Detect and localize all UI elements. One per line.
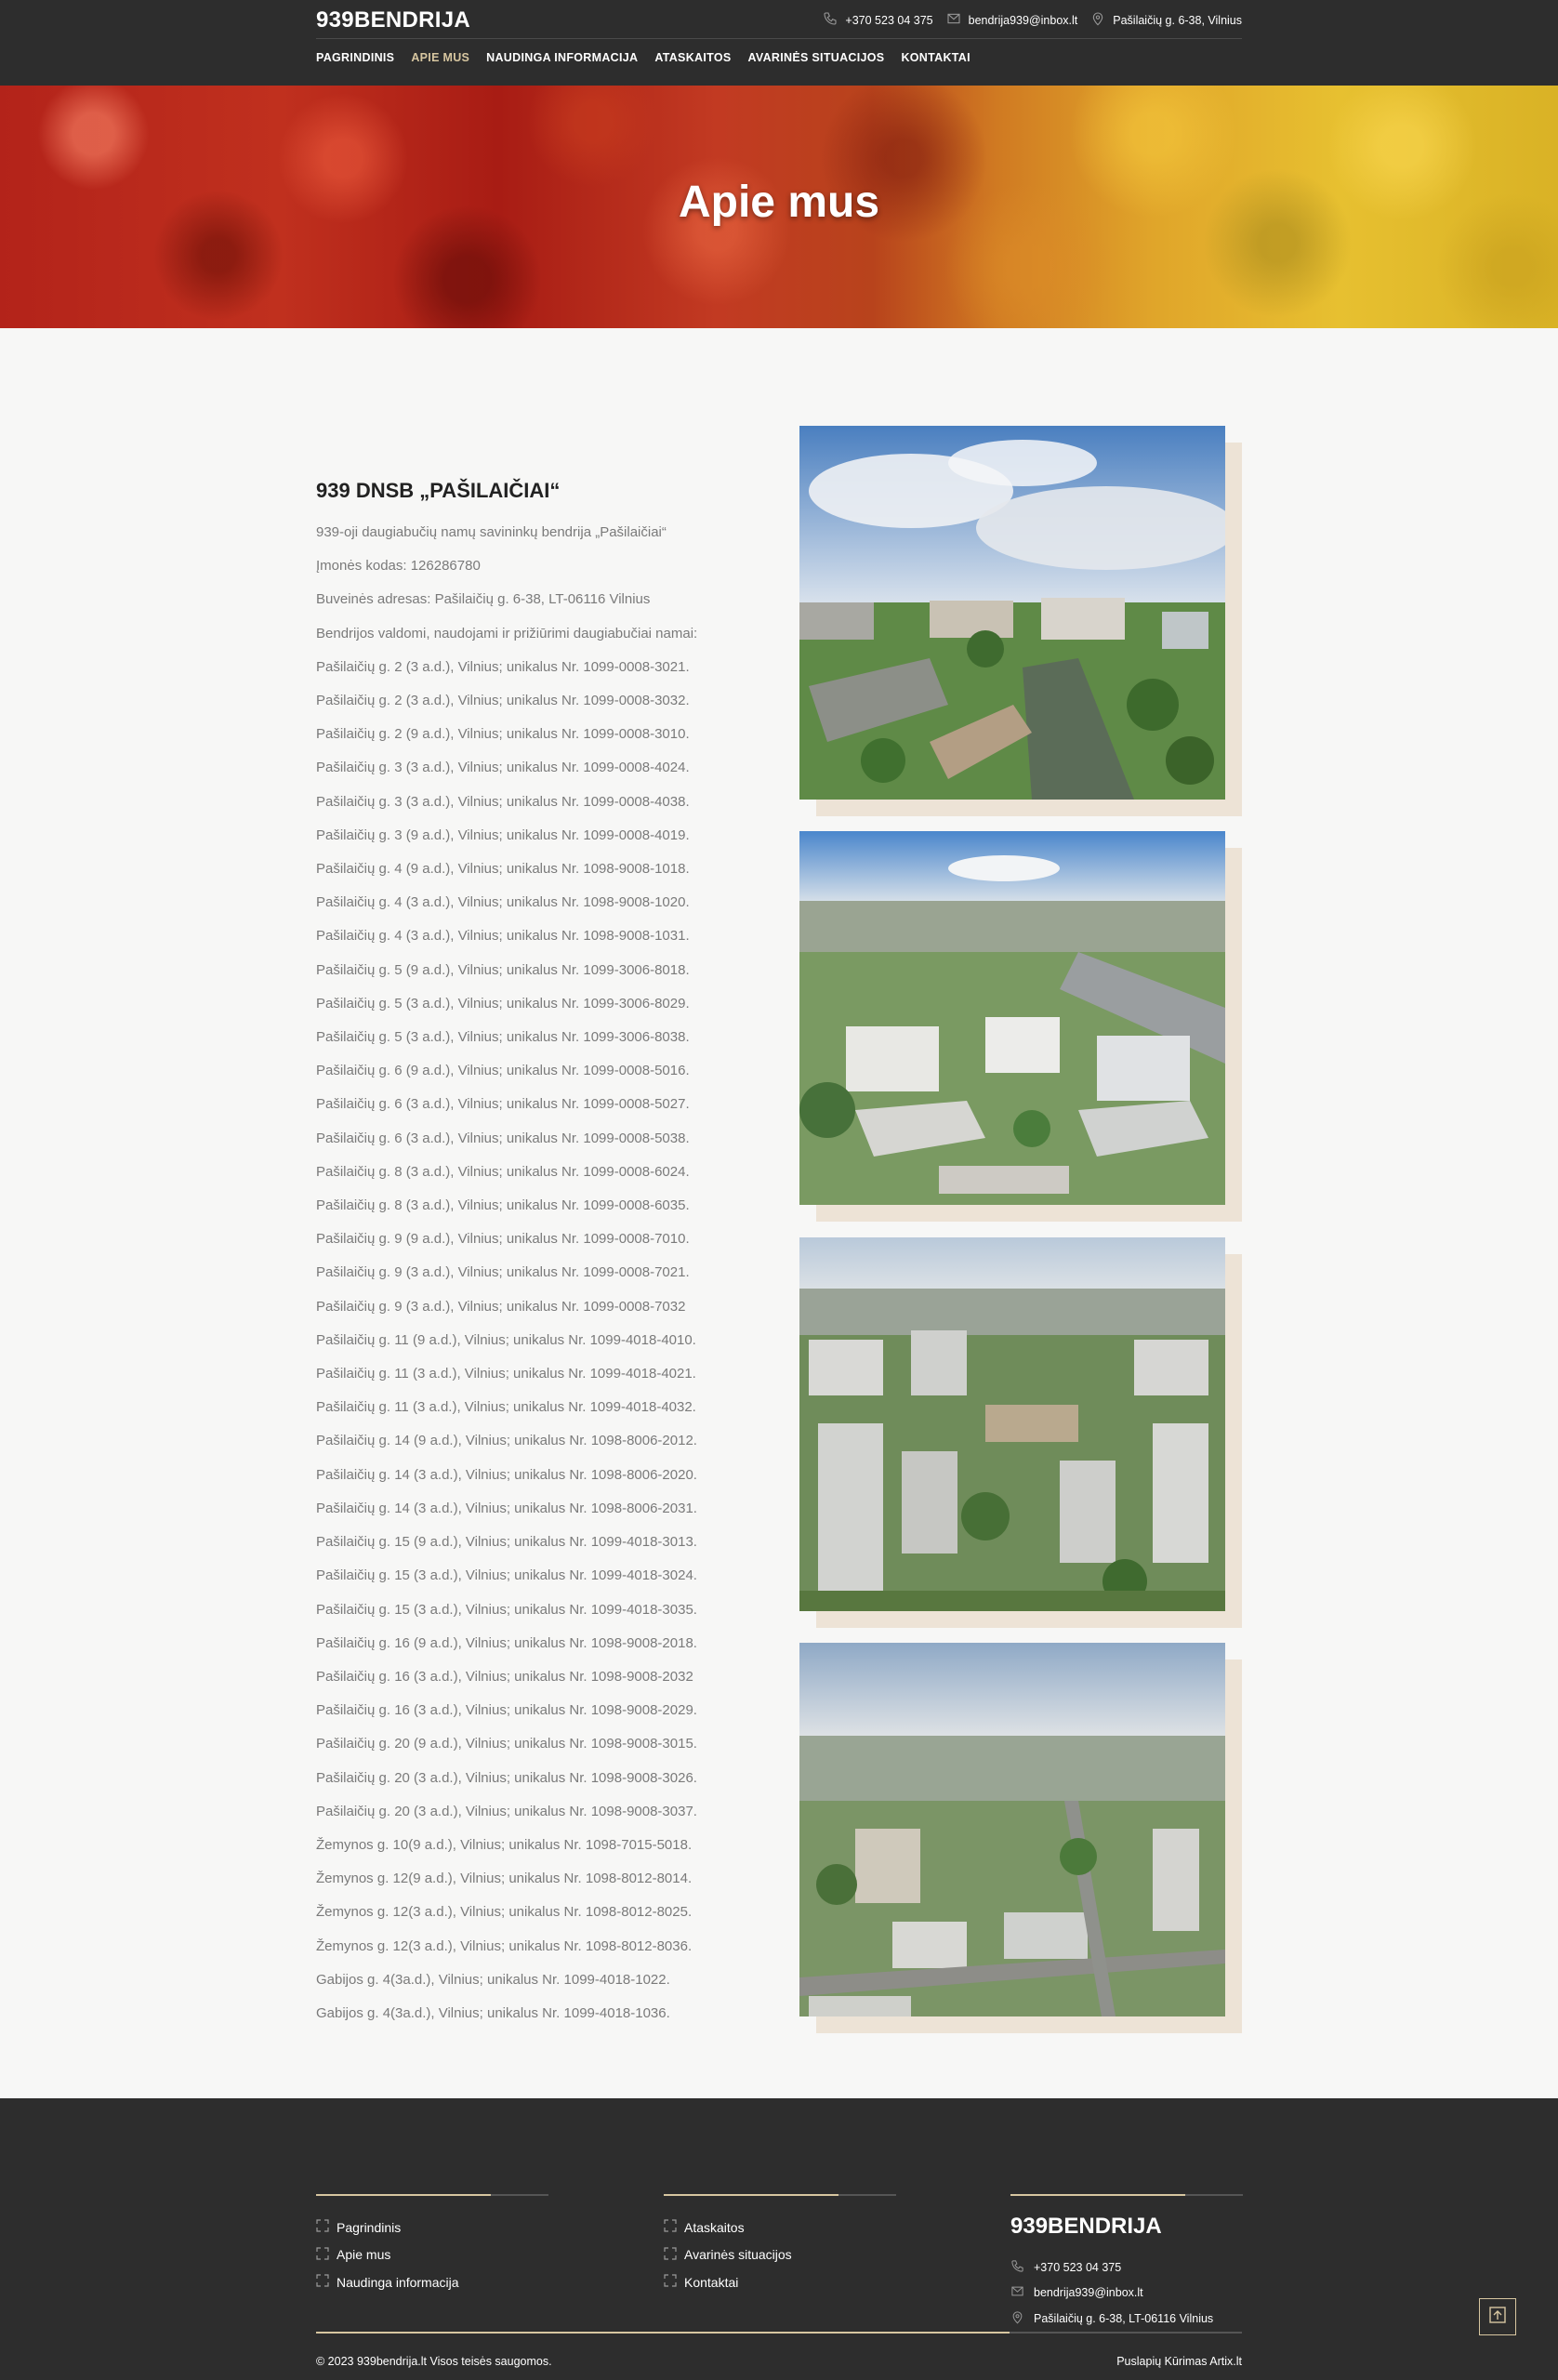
footer-email-text: bendrija939@inbox.lt: [1034, 2286, 1143, 2300]
arrows-icon: [316, 2219, 329, 2235]
footer-link-label: Apie mus: [337, 2247, 391, 2263]
info-line: Pašilaičių g. 3 (3 a.d.), Vilnius; unikalus Nr. 1099-0008-4024.: [316, 760, 690, 776]
arrows-icon: [664, 2247, 677, 2263]
footer-link-kontaktai[interactable]: [664, 2268, 896, 2296]
info-line: Pašilaičių g. 3 (3 a.d.), Vilnius; unikalus Nr. 1099-0008-4038.: [316, 793, 690, 810]
photo-aerial-2: [799, 831, 1225, 1205]
footer-link-label: Avarinės situacijos: [684, 2247, 792, 2263]
header-phone[interactable]: [823, 11, 932, 29]
info-line: Žemynos g. 12(3 a.d.), Vilnius; unikalus Nr. 1098-8012-8025.: [316, 1904, 693, 1921]
footer-address-text: Pašilaičių g. 6-38, LT-06116 Vilnius: [1034, 2311, 1214, 2325]
info-line: Pašilaičių g. 3 (9 a.d.), Vilnius; unikalus Nr. 1099-0008-4019.: [316, 826, 690, 843]
info-line: Pašilaičių g. 11 (3 a.d.), Vilnius; unikalus Nr. 1099-4018-4021.: [316, 1366, 696, 1382]
footer-divider: [316, 2194, 548, 2196]
nav-apie-mus[interactable]: APIE MUS: [411, 51, 470, 64]
scroll-to-top-button[interactable]: [1479, 2298, 1516, 2335]
header-divider: [316, 38, 1242, 39]
footer-link-ataskaitos[interactable]: [664, 2214, 896, 2241]
header-phone-text: +370 523 04 375: [845, 13, 933, 27]
info-list: [316, 516, 762, 2030]
info-line: Pašilaičių g. 6 (3 a.d.), Vilnius; unikalus Nr. 1099-0008-5027.: [316, 1096, 690, 1113]
info-line: Pašilaičių g. 6 (9 a.d.), Vilnius; unikalus Nr. 1099-0008-5016.: [316, 1063, 690, 1079]
info-line: Žemynos g. 12(3 a.d.), Vilnius; unikalus Nr. 1098-8012-8036.: [316, 1937, 693, 1954]
info-line: Pašilaičių g. 20 (3 a.d.), Vilnius; unikalus Nr. 1098-9008-3037.: [316, 1803, 697, 1819]
footer-link-apie-mus[interactable]: [316, 2241, 548, 2269]
footer-bottom-divider: [316, 2332, 1242, 2334]
info-line: Pašilaičių g. 4 (9 a.d.), Vilnius; unikalus Nr. 1098-9008-1018.: [316, 861, 690, 878]
footer-contacts: [1010, 2194, 1243, 2332]
mail-icon: [946, 11, 961, 29]
footer-logo[interactable]: 939BENDRIJA: [1010, 2214, 1162, 2239]
info-line: Pašilaičių g. 16 (9 a.d.), Vilnius; unikalus Nr. 1098-9008-2018.: [316, 1634, 697, 1651]
info-line: Pašilaičių g. 16 (3 a.d.), Vilnius; unikalus Nr. 1098-9008-2029.: [316, 1702, 697, 1719]
info-line: Pašilaičių g. 11 (3 a.d.), Vilnius; unikalus Nr. 1099-4018-4032.: [316, 1399, 696, 1416]
photo-aerial-3: [799, 1237, 1225, 1611]
photo-image: [799, 426, 1225, 800]
footer-divider: [664, 2194, 896, 2196]
site-logo[interactable]: 939BENDRIJA: [316, 7, 471, 33]
photo-aerial-1: [799, 426, 1225, 800]
info-line: Pašilaičių g. 14 (9 a.d.), Vilnius; unikalus Nr. 1098-8006-2012.: [316, 1433, 697, 1449]
footer-link-naudinga-informacija[interactable]: [316, 2268, 548, 2296]
hero-banner: [0, 86, 1558, 328]
site-header: [0, 0, 1558, 86]
info-line: Pašilaičių g. 20 (9 a.d.), Vilnius; unikalus Nr. 1098-9008-3015.: [316, 1736, 697, 1752]
info-line: Pašilaičių g. 2 (9 a.d.), Vilnius; unikalus Nr. 1099-0008-3010.: [316, 726, 690, 743]
info-line: Pašilaičių g. 8 (3 a.d.), Vilnius; unikalus Nr. 1099-0008-6024.: [316, 1163, 690, 1180]
footer-link-label: Pagrindinis: [337, 2219, 402, 2235]
info-line: Pašilaičių g. 20 (3 a.d.), Vilnius; unikalus Nr. 1098-9008-3026.: [316, 1769, 697, 1786]
info-line: Pašilaičių g. 8 (3 a.d.), Vilnius; unikalus Nr. 1099-0008-6035.: [316, 1197, 690, 1214]
photo-image: [799, 1643, 1225, 2016]
footer-link-pagrindinis[interactable]: [316, 2214, 548, 2241]
info-line: Pašilaičių g. 5 (3 a.d.), Vilnius; unikalus Nr. 1099-3006-8029.: [316, 995, 690, 1012]
header-contacts: [823, 11, 1242, 29]
arrows-icon: [316, 2247, 329, 2263]
company-title: 939 DNSB „PAŠILAIČIAI“: [316, 479, 561, 502]
info-line: Žemynos g. 12(9 a.d.), Vilnius; unikalus Nr. 1098-8012-8014.: [316, 1871, 693, 1887]
footer-link-label: Ataskaitos: [684, 2219, 745, 2235]
info-line: Žemynos g. 10(9 a.d.), Vilnius; unikalus Nr. 1098-7015-5018.: [316, 1836, 693, 1853]
info-line: Pašilaičių g. 14 (3 a.d.), Vilnius; unikalus Nr. 1098-8006-2020.: [316, 1466, 697, 1483]
info-line: Pašilaičių g. 9 (9 a.d.), Vilnius; unikalus Nr. 1099-0008-7010.: [316, 1231, 690, 1248]
info-line: Pašilaičių g. 11 (9 a.d.), Vilnius; unikalus Nr. 1099-4018-4010.: [316, 1331, 696, 1348]
footer-link-label: Naudinga informacija: [337, 2274, 459, 2290]
info-line: Pašilaičių g. 16 (3 a.d.), Vilnius; unikalus Nr. 1098-9008-2032: [316, 1668, 693, 1685]
footer-email[interactable]: [1010, 2281, 1243, 2307]
footer-links-2: [664, 2194, 896, 2296]
nav-naudinga-informacija[interactable]: NAUDINGA INFORMACIJA: [486, 51, 639, 64]
info-line: Pašilaičių g. 9 (3 a.d.), Vilnius; unikalus Nr. 1099-0008-7032: [316, 1298, 686, 1315]
info-line: Pašilaičių g. 15 (3 a.d.), Vilnius; unikalus Nr. 1099-4018-3024.: [316, 1567, 697, 1584]
page-title: Apie mus: [678, 178, 880, 227]
info-line: Pašilaičių g. 2 (3 a.d.), Vilnius; unikalus Nr. 1099-0008-3032.: [316, 693, 690, 709]
phone-icon: [823, 11, 838, 29]
mail-icon: [1010, 2284, 1024, 2301]
nav-kontaktai[interactable]: KONTAKTAI: [901, 51, 970, 64]
header-address-text: Pašilaičių g. 6-38, Vilnius: [1113, 13, 1242, 27]
info-line: Pašilaičių g. 15 (3 a.d.), Vilnius; unikalus Nr. 1099-4018-3035.: [316, 1601, 697, 1618]
info-line: Pašilaičių g. 15 (9 a.d.), Vilnius; unikalus Nr. 1099-4018-3013.: [316, 1534, 697, 1551]
footer-address[interactable]: [1010, 2306, 1243, 2332]
info-line: Gabijos g. 4(3a.d.), Vilnius; unikalus Nr. 1099-4018-1022.: [316, 1971, 670, 1988]
photo-aerial-4: [799, 1643, 1225, 2016]
info-line: Pašilaičių g. 9 (3 a.d.), Vilnius; unikalus Nr. 1099-0008-7021.: [316, 1264, 690, 1281]
info-line: Bendrijos valdomi, naudojami ir prižiūrimi daugiabučiai namai:: [316, 625, 698, 641]
footer-phone[interactable]: [1010, 2254, 1243, 2281]
header-email[interactable]: [946, 11, 1078, 29]
location-icon: [1090, 11, 1105, 29]
footer-phone-text: +370 523 04 375: [1034, 2260, 1122, 2274]
main-nav: [316, 51, 970, 64]
info-line: Pašilaičių g. 2 (3 a.d.), Vilnius; unikalus Nr. 1099-0008-3021.: [316, 658, 690, 675]
footer-link-label: Kontaktai: [684, 2274, 739, 2290]
info-line: Pašilaičių g. 5 (9 a.d.), Vilnius; unikalus Nr. 1099-3006-8018.: [316, 961, 690, 978]
about-text: [316, 479, 762, 2030]
arrow-up-icon: [1487, 2305, 1508, 2330]
info-line: 939-oji daugiabučių namų savininkų bendrija „Pašilaičiai“: [316, 524, 667, 540]
photo-image: [799, 831, 1225, 1205]
photo-image: [799, 1237, 1225, 1611]
info-line: Pašilaičių g. 14 (3 a.d.), Vilnius; unikalus Nr. 1098-8006-2031.: [316, 1500, 697, 1516]
nav-ataskaitos[interactable]: ATASKAITOS: [654, 51, 732, 64]
developer-credit[interactable]: Puslapių Kūrimas Artix.lt: [1116, 2355, 1242, 2368]
info-line: Gabijos g. 4(3a.d.), Vilnius; unikalus Nr. 1099-4018-1036.: [316, 2004, 670, 2021]
nav-pagrindinis[interactable]: PAGRINDINIS: [316, 51, 395, 64]
copyright: © 2023 939bendrija.lt Visos teisės saugomos.: [316, 2355, 552, 2368]
footer-links-1: [316, 2194, 548, 2296]
arrows-icon: [664, 2219, 677, 2235]
info-line: Pašilaičių g. 4 (3 a.d.), Vilnius; unikalus Nr. 1098-9008-1031.: [316, 928, 690, 945]
arrows-icon: [664, 2274, 677, 2290]
arrows-icon: [316, 2274, 329, 2290]
info-line: Buveinės adresas: Pašilaičių g. 6-38, LT-06116 Vilnius: [316, 591, 651, 608]
footer-divider: [1010, 2194, 1243, 2196]
footer-link-avarines-situacijos[interactable]: [664, 2241, 896, 2269]
info-line: Pašilaičių g. 4 (3 a.d.), Vilnius; unikalus Nr. 1098-9008-1020.: [316, 894, 690, 911]
header-email-text: bendrija939@inbox.lt: [968, 13, 1078, 27]
site-footer: [0, 2098, 1558, 2380]
phone-icon: [1010, 2259, 1024, 2276]
info-line: Pašilaičių g. 6 (3 a.d.), Vilnius; unikalus Nr. 1099-0008-5038.: [316, 1130, 690, 1146]
info-line: Įmonės kodas: 126286780: [316, 558, 481, 575]
info-line: Pašilaičių g. 5 (3 a.d.), Vilnius; unikalus Nr. 1099-3006-8038.: [316, 1029, 690, 1046]
header-address[interactable]: [1090, 11, 1242, 29]
location-icon: [1010, 2310, 1024, 2327]
nav-avarines-situacijos[interactable]: AVARINĖS SITUACIJOS: [747, 51, 885, 64]
